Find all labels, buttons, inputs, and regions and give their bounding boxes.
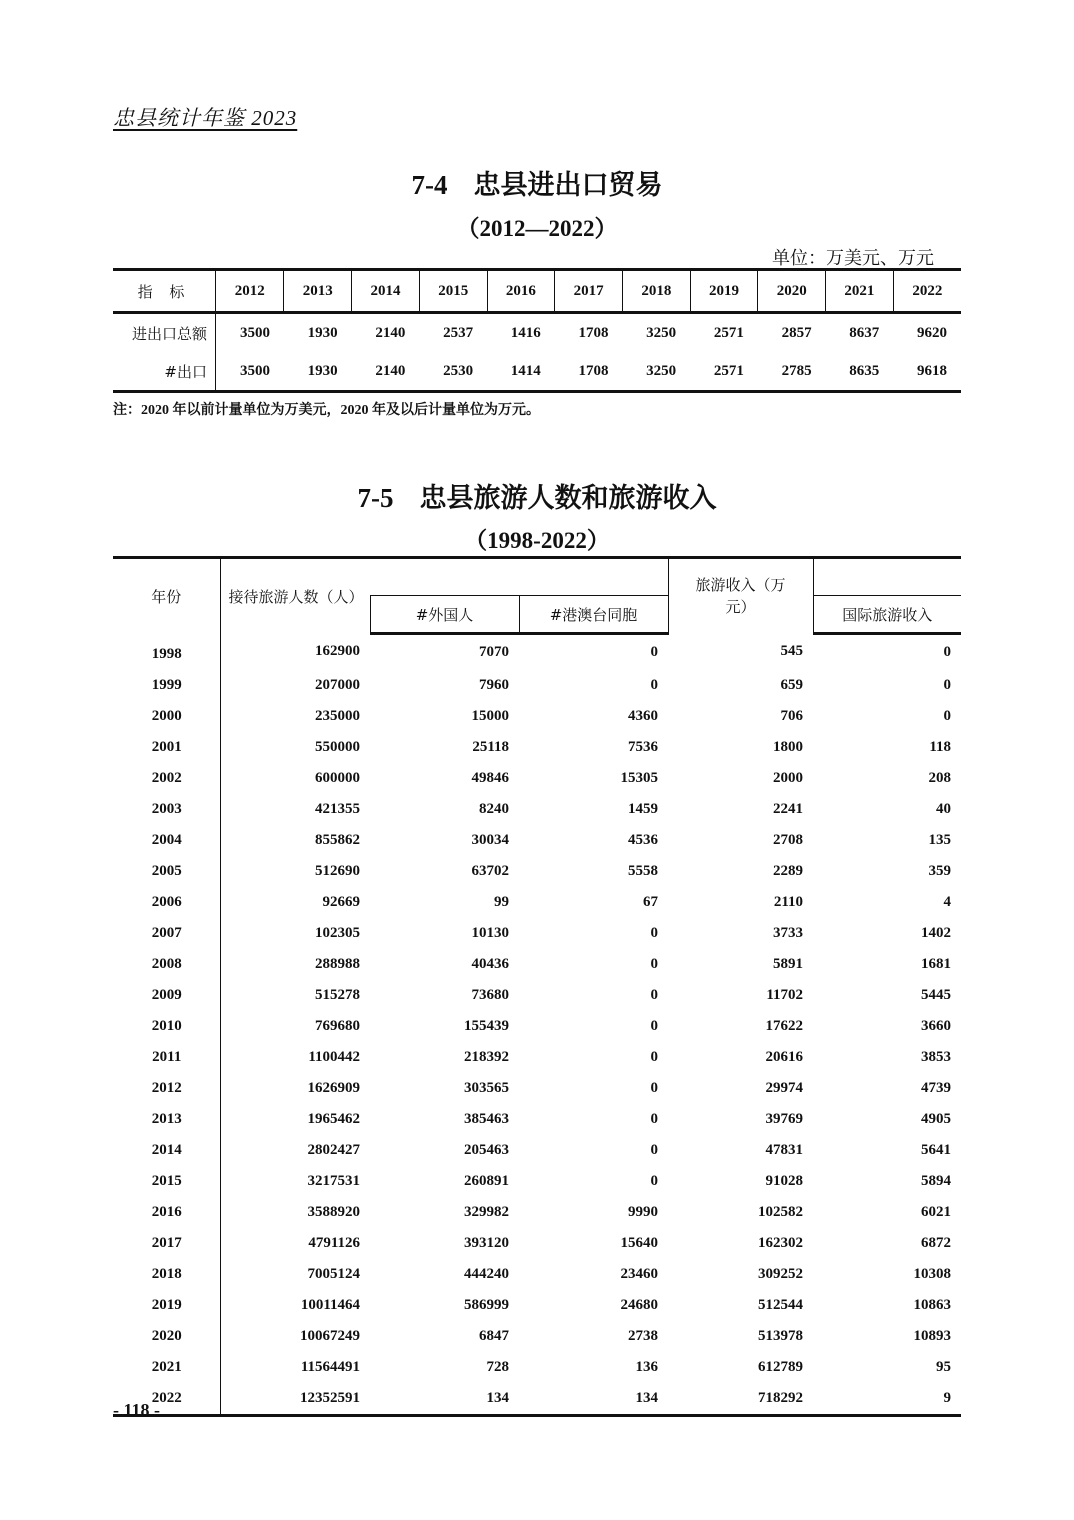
cell-visitors: 769680 [315, 1017, 360, 1034]
cell-intl-income: 4905 [921, 1110, 951, 1127]
cell-visitors: 11564491 [300, 1358, 360, 1375]
cell-value: 3500 [239, 324, 270, 341]
cell-year: 2004 [113, 825, 220, 856]
cell-year: 2006 [113, 887, 220, 918]
header-year-2021: 2021 [826, 270, 894, 313]
cell-income: 2708 [773, 831, 803, 848]
table-row [113, 856, 961, 887]
cell-hmt: 7536 [628, 738, 658, 755]
cell-foreign: 7070 [479, 643, 509, 660]
table-row [113, 1104, 961, 1135]
cell-foreign: 49846 [471, 769, 509, 786]
cell-visitors: 515278 [315, 986, 360, 1003]
cell-foreign: 444240 [464, 1265, 509, 1282]
cell-hmt: 24680 [620, 1296, 658, 1313]
cell-income: 11702 [766, 986, 803, 1003]
cell-foreign: 25118 [472, 738, 509, 755]
header-year-2013: 2013 [284, 270, 352, 313]
header-year-2012: 2012 [216, 270, 284, 313]
table-row [113, 732, 961, 763]
cell-income: 2241 [773, 800, 803, 817]
cell-intl-income: 10863 [913, 1296, 951, 1313]
cell-intl-income: 95 [936, 1358, 951, 1375]
tourism-table [113, 556, 961, 1417]
cell-intl-income: 40 [936, 800, 951, 817]
header-year-2018: 2018 [622, 270, 690, 313]
cell-year: 2015 [113, 1166, 220, 1197]
cell-intl-income: 10893 [913, 1327, 951, 1344]
cell-hmt: 67 [643, 893, 658, 910]
cell-income: 513978 [758, 1327, 803, 1344]
cell-income: 612789 [758, 1358, 803, 1375]
cell-foreign: 73680 [471, 986, 509, 1003]
cell-value: 1930 [284, 352, 352, 392]
table-row [113, 918, 961, 949]
cell-hmt: 134 [519, 1383, 668, 1416]
cell-foreign: 303565 [464, 1079, 509, 1096]
cell-visitors: 600000 [315, 769, 360, 786]
cell-hmt: 5558 [628, 862, 658, 879]
table-row [113, 1290, 961, 1321]
cell-visitors: 162900 [315, 643, 360, 659]
cell-foreign: 10130 [471, 924, 509, 941]
cell-hmt: 15305 [620, 769, 658, 786]
cell-visitors: 235000 [315, 707, 360, 724]
cell-value: 2140 [352, 352, 420, 392]
table-row [113, 352, 961, 392]
cell-year: 2008 [113, 949, 220, 980]
table2-period: （1998-2022） [464, 528, 610, 553]
table-row [113, 313, 961, 353]
cell-intl-income: 3660 [921, 1017, 951, 1034]
cell-year: 2019 [113, 1290, 220, 1321]
cell-value: 3500 [216, 352, 284, 392]
header-hmt: #港澳台同胞 [519, 596, 668, 634]
cell-hmt: 0 [650, 1017, 658, 1034]
table-row [113, 1383, 961, 1416]
cell-income: 309252 [758, 1265, 803, 1282]
cell-visitors: 550000 [315, 738, 360, 755]
cell-income: 545 [780, 643, 803, 659]
cell-value: 3250 [646, 324, 677, 341]
cell-value: 1930 [307, 324, 338, 341]
cell-year: 2007 [113, 918, 220, 949]
header-year-2014: 2014 [352, 270, 420, 313]
cell-foreign: 99 [494, 893, 509, 910]
cell-foreign: 7960 [479, 676, 509, 693]
cell-foreign: 205463 [464, 1141, 509, 1158]
cell-visitors: 207000 [315, 676, 360, 693]
table-row [113, 1011, 961, 1042]
cell-income: 2000 [773, 769, 803, 786]
cell-visitors: 92669 [322, 893, 360, 910]
row-label: 进出口总额 [113, 313, 216, 353]
cell-income: 2110 [773, 893, 803, 910]
cell-value: 2571 [690, 352, 758, 392]
table1-unit: 单位：万美元、万元 [772, 248, 934, 269]
cell-income: 3733 [773, 924, 803, 941]
header-year-2016: 2016 [487, 270, 555, 313]
cell-year: 2000 [113, 701, 220, 732]
header-indicator: 指 标 [113, 270, 216, 313]
cell-foreign: 8240 [479, 800, 509, 817]
row-label: #出口 [113, 352, 216, 392]
table-row [113, 1042, 961, 1073]
cell-intl-income: 208 [928, 769, 951, 786]
running-head: 忠县统计年鉴 2023 [113, 106, 298, 130]
cell-hmt: 0 [650, 1079, 658, 1096]
cell-hmt: 0 [650, 955, 658, 972]
cell-year: 2010 [113, 1011, 220, 1042]
table-row [113, 825, 961, 856]
cell-value: 9618 [893, 352, 961, 392]
header-year: 年份 [113, 558, 220, 634]
cell-hmt: 0 [650, 1172, 658, 1189]
table2-title [0, 476, 1074, 515]
cell-visitors: 288988 [315, 955, 360, 972]
header-income-span [813, 558, 961, 596]
cell-visitors: 1100442 [308, 1048, 360, 1065]
cell-value: 2785 [758, 352, 826, 392]
cell-value: 2530 [419, 352, 487, 392]
cell-intl-income: 0 [943, 676, 951, 693]
table-row [113, 701, 961, 732]
cell-hmt: 0 [650, 643, 658, 660]
cell-income: 29974 [765, 1079, 803, 1096]
cell-foreign: 40436 [471, 955, 509, 972]
cell-value: 9620 [917, 324, 947, 341]
cell-intl-income: 118 [929, 738, 951, 755]
cell-foreign: 63702 [471, 862, 509, 879]
table-row [113, 1352, 961, 1383]
cell-year: 2016 [113, 1197, 220, 1228]
cell-foreign: 6847 [479, 1327, 509, 1344]
table-row [113, 670, 961, 701]
cell-value: 1416 [510, 324, 541, 341]
cell-year: 1999 [113, 670, 220, 701]
cell-income: 162302 [758, 1234, 803, 1251]
cell-foreign: 586999 [464, 1296, 509, 1313]
table1-title-text: 忠县进出口贸易 [473, 170, 663, 201]
cell-value: 1708 [578, 324, 609, 341]
cell-intl-income: 4739 [921, 1079, 951, 1096]
tourism-header-row-1 [113, 558, 961, 596]
cell-visitors: 2802427 [307, 1141, 360, 1158]
header-intl-income: 国际旅游收入 [813, 596, 961, 634]
cell-hmt: 0 [650, 924, 658, 941]
cell-intl-income: 4 [943, 893, 951, 910]
cell-income: 718292 [668, 1383, 813, 1416]
cell-income: 17622 [765, 1017, 803, 1034]
cell-hmt: 0 [650, 1110, 658, 1127]
cell-foreign: 393120 [464, 1234, 509, 1251]
cell-year: 2011 [113, 1042, 220, 1073]
cell-year: 2022 [113, 1383, 220, 1416]
cell-hmt: 0 [650, 1141, 658, 1158]
cell-year: 2018 [113, 1259, 220, 1290]
cell-year: 2014 [113, 1135, 220, 1166]
cell-value: 1414 [487, 352, 555, 392]
cell-visitors: 3588920 [307, 1203, 360, 1220]
cell-income: 39769 [765, 1110, 803, 1127]
cell-intl-income: 5894 [921, 1172, 951, 1189]
cell-foreign: 385463 [464, 1110, 509, 1127]
cell-foreign: 260891 [464, 1172, 509, 1189]
header-year-2022: 2022 [893, 270, 961, 313]
cell-income: 91028 [765, 1172, 803, 1189]
cell-income: 102582 [758, 1203, 803, 1220]
cell-year: 2002 [113, 763, 220, 794]
cell-year: 2001 [113, 732, 220, 763]
cell-hmt: 4360 [628, 707, 658, 724]
cell-hmt: 4536 [628, 831, 658, 848]
cell-year: 2012 [113, 1073, 220, 1104]
header-visitors-span [370, 558, 668, 596]
cell-year: 2005 [113, 856, 220, 887]
table-row [113, 794, 961, 825]
cell-value: 2537 [443, 324, 474, 341]
cell-income: 5891 [773, 955, 803, 972]
note-text: 2020 年以前计量单位为万美元，2020 年及以后计量单位为万元。 [141, 403, 540, 418]
trade-table-header [113, 270, 961, 313]
table-row [113, 1166, 961, 1197]
cell-intl-income: 3853 [921, 1048, 951, 1065]
cell-intl-income: 10308 [913, 1265, 951, 1282]
cell-visitors: 4791126 [308, 1234, 360, 1251]
cell-income: 20616 [765, 1048, 803, 1065]
cell-intl-income: 1681 [921, 955, 951, 972]
table2-title-text: 忠县旅游人数和旅游收入 [419, 483, 717, 514]
cell-foreign: 218392 [464, 1048, 509, 1065]
cell-intl-income: 5445 [921, 986, 951, 1003]
header-year-2020: 2020 [758, 270, 826, 313]
trade-table [113, 268, 961, 393]
cell-year: 2009 [113, 980, 220, 1011]
cell-visitors: 421355 [315, 800, 360, 817]
cell-visitors: 512690 [315, 862, 360, 879]
header-foreign: #外国人 [370, 596, 519, 634]
cell-foreign: 134 [370, 1383, 519, 1416]
cell-income: 1800 [773, 738, 803, 755]
cell-income: 659 [780, 676, 803, 693]
cell-intl-income: 1402 [921, 924, 951, 941]
cell-foreign: 15000 [471, 707, 509, 724]
table-row [113, 1135, 961, 1166]
cell-visitors: 1965462 [307, 1110, 360, 1127]
table-row [113, 980, 961, 1011]
cell-visitors: 1626909 [307, 1079, 360, 1096]
table-row [113, 1259, 961, 1290]
cell-visitors: 855862 [315, 831, 360, 848]
table1-period: （2012—2022） [456, 216, 618, 241]
table-row [113, 1321, 961, 1352]
table-row [113, 763, 961, 794]
note-prefix: 注： [113, 402, 141, 418]
cell-year: 2017 [113, 1228, 220, 1259]
cell-hmt: 1459 [628, 800, 658, 817]
header-year-2015: 2015 [419, 270, 487, 313]
cell-value: 2140 [375, 324, 406, 341]
cell-intl-income: 359 [928, 862, 951, 879]
cell-hmt: 23460 [620, 1265, 658, 1282]
cell-intl-income: 9 [813, 1383, 961, 1416]
cell-value: 2857 [781, 324, 812, 341]
table-row [113, 1073, 961, 1104]
table1-number: 7-4 [411, 170, 448, 200]
cell-foreign: 329982 [464, 1203, 509, 1220]
cell-value: 3250 [622, 352, 690, 392]
cell-value: 8637 [849, 324, 880, 341]
cell-income: 2289 [773, 862, 803, 879]
cell-hmt: 0 [650, 676, 658, 693]
cell-intl-income: 0 [943, 643, 951, 660]
cell-intl-income: 0 [943, 707, 951, 724]
cell-visitors: 7005124 [307, 1265, 360, 1282]
cell-value: 1708 [555, 352, 623, 392]
cell-intl-income: 6021 [921, 1203, 951, 1220]
page-number: - 118 - [113, 1400, 160, 1420]
table1-title [0, 163, 1074, 202]
cell-hmt: 136 [635, 1358, 658, 1375]
header-income: 旅游收入（万元） [668, 558, 813, 634]
table-row [113, 949, 961, 980]
table-row [113, 887, 961, 918]
table-row [113, 1228, 961, 1259]
cell-intl-income: 6872 [921, 1234, 951, 1251]
cell-year: 1998 [113, 634, 220, 670]
cell-hmt: 9990 [628, 1203, 658, 1220]
table-row [113, 1197, 961, 1228]
header-year-2019: 2019 [690, 270, 758, 313]
cell-year: 2020 [113, 1321, 220, 1352]
cell-visitors: 10067249 [300, 1327, 360, 1344]
cell-intl-income: 5641 [921, 1141, 951, 1158]
cell-visitors: 102305 [315, 924, 360, 941]
cell-year: 2003 [113, 794, 220, 825]
cell-year: 2021 [113, 1352, 220, 1383]
cell-visitors: 12352591 [220, 1383, 370, 1416]
cell-hmt: 0 [650, 1048, 658, 1065]
cell-year: 2013 [113, 1104, 220, 1135]
cell-hmt: 15640 [620, 1234, 658, 1251]
cell-foreign: 30034 [471, 831, 509, 848]
cell-income: 706 [780, 707, 803, 724]
cell-hmt: 2738 [628, 1327, 658, 1344]
cell-income: 47831 [765, 1141, 803, 1158]
cell-foreign: 728 [486, 1358, 509, 1375]
header-year-2017: 2017 [555, 270, 623, 313]
table1-note [113, 399, 540, 419]
cell-value: 2571 [713, 324, 744, 341]
cell-visitors: 3217531 [307, 1172, 360, 1189]
cell-income: 512544 [758, 1296, 803, 1313]
header-visitors: 接待旅游人数（人） [220, 558, 370, 634]
table-row [113, 634, 961, 670]
cell-hmt: 0 [650, 986, 658, 1003]
cell-value: 8635 [826, 352, 894, 392]
cell-visitors: 10011464 [300, 1296, 360, 1313]
cell-foreign: 155439 [464, 1017, 509, 1034]
table2-number: 7-5 [357, 483, 394, 513]
cell-intl-income: 135 [928, 831, 951, 848]
